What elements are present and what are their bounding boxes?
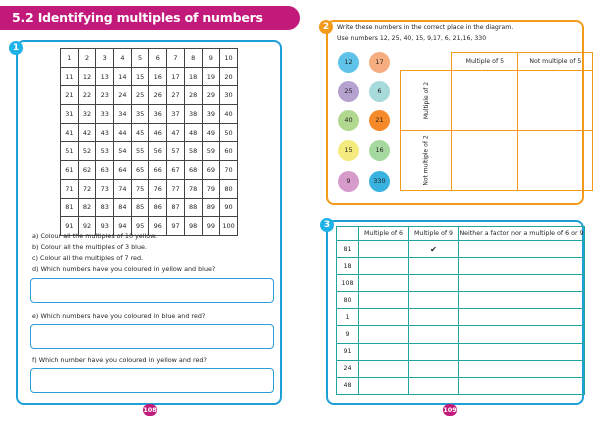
factor-table-row: [337, 309, 585, 326]
hundred-square-cell[interactable]: 31: [61, 105, 79, 124]
page-title: 5.2 Identifying multiples of numbers: [12, 10, 263, 25]
hundred-square-cell[interactable]: 30: [220, 86, 238, 105]
question-c: c) Colour all the multiples of 7 red.: [32, 254, 144, 262]
hundred-square-cell[interactable]: 74: [114, 179, 132, 198]
factor-cell-m9[interactable]: [409, 343, 459, 360]
factor-cell-m6[interactable]: [359, 377, 409, 394]
factor-cell-neither[interactable]: [459, 275, 585, 292]
factor-row-number: 80: [337, 292, 359, 309]
page-number-right: 109: [443, 406, 457, 414]
hundred-square-cell[interactable]: 67: [167, 161, 185, 180]
hundred-square-cell[interactable]: 29: [202, 86, 220, 105]
question-e: e) Which numbers have you coloured in blue and red?: [32, 312, 206, 320]
hundred-square-cell[interactable]: 3: [96, 49, 114, 68]
hundred-square-cell[interactable]: 87: [167, 198, 185, 217]
factor-table-row: [337, 241, 585, 258]
hundred-square-cell[interactable]: 77: [167, 179, 185, 198]
hundred-square-cell[interactable]: 98: [184, 217, 202, 236]
hundred-square-cell[interactable]: 39: [202, 105, 220, 124]
hundred-square-cell[interactable]: 51: [61, 142, 79, 161]
factor-cell-m9[interactable]: [409, 309, 459, 326]
factor-cell-m9[interactable]: [409, 258, 459, 275]
hundred-square-cell[interactable]: 18: [184, 67, 202, 86]
question-a: a) Colour all the multiples of 10 yellow.: [32, 232, 157, 240]
hundred-square-cell[interactable]: 38: [184, 105, 202, 124]
hundred-square-cell[interactable]: 33: [96, 105, 114, 124]
question-b: b) Colour all the multiples of 3 blue.: [32, 243, 147, 251]
factor-row-number: 91: [337, 343, 359, 360]
hundred-square-cell[interactable]: 59: [202, 142, 220, 161]
number-circle: 25: [338, 81, 359, 102]
factor-cell-m6[interactable]: [359, 360, 409, 377]
hundred-square-cell[interactable]: 65: [131, 161, 149, 180]
hundred-square-cell[interactable]: 49: [202, 123, 220, 142]
hundred-square-cell[interactable]: 79: [202, 179, 220, 198]
factor-header-m6: Multiple of 6: [359, 227, 409, 241]
factor-row-number: 1: [337, 309, 359, 326]
factor-cell-m6[interactable]: [359, 326, 409, 343]
hundred-square-cell[interactable]: 14: [114, 67, 132, 86]
hundred-square-cell[interactable]: 76: [149, 179, 167, 198]
number-circle: 330: [369, 171, 390, 192]
hundred-square-cell[interactable]: 21: [61, 86, 79, 105]
carroll-diagram: [400, 52, 593, 191]
factor-table-row: [337, 258, 585, 275]
hundred-square-cell[interactable]: 82: [78, 198, 96, 217]
hundred-square-cell[interactable]: 91: [61, 217, 79, 236]
hundred-square-cell[interactable]: 20: [220, 67, 238, 86]
hundred-square-cell[interactable]: 72: [78, 179, 96, 198]
hundred-square-cell[interactable]: 5: [131, 49, 149, 68]
hundred-square-cell[interactable]: 54: [114, 142, 132, 161]
hundred-square-cell[interactable]: 48: [184, 123, 202, 142]
hundred-square-cell[interactable]: 60: [220, 142, 238, 161]
carroll-row-multiple-2: [401, 71, 452, 131]
number-circle: 6: [369, 81, 390, 102]
hundred-square-cell[interactable]: 44: [114, 123, 132, 142]
number-circle: 12: [338, 52, 359, 73]
hundred-square-cell[interactable]: 84: [114, 198, 132, 217]
hundred-square-cell[interactable]: 94: [114, 217, 132, 236]
hundred-square-cell[interactable]: 28: [184, 86, 202, 105]
factor-cell-neither[interactable]: [459, 326, 585, 343]
number-circle: 21: [369, 110, 390, 131]
section-1-badge: 1: [9, 41, 23, 55]
page-number-left: 108: [143, 406, 157, 414]
hundred-square-cell[interactable]: 12: [78, 67, 96, 86]
hundred-square-cell[interactable]: 22: [78, 86, 96, 105]
number-circle: 9: [338, 171, 359, 192]
hundred-square-cell[interactable]: 61: [61, 161, 79, 180]
hundred-square-cell[interactable]: 70: [220, 161, 238, 180]
carroll-col-not-multiple-5: Not multiple of 5: [518, 53, 593, 71]
hundred-square-cell[interactable]: 4: [114, 49, 132, 68]
hundred-square-cell[interactable]: 36: [149, 105, 167, 124]
factor-row-number: 18: [337, 258, 359, 275]
hundred-square-cell[interactable]: 23: [96, 86, 114, 105]
hundred-square-cell[interactable]: 71: [61, 179, 79, 198]
section-2-numbers: Use numbers 12, 25, 40, 15, 9,17, 6, 21,16, 330: [337, 35, 487, 42]
hundred-square-cell[interactable]: 66: [149, 161, 167, 180]
hundred-square-cell[interactable]: 64: [114, 161, 132, 180]
hundred-square-cell[interactable]: 19: [202, 67, 220, 86]
hundred-square-cell[interactable]: 11: [61, 67, 79, 86]
hundred-square-cell[interactable]: 47: [167, 123, 185, 142]
hundred-square-cell[interactable]: 56: [149, 142, 167, 161]
factor-cell-neither[interactable]: [459, 360, 585, 377]
hundred-square-cell[interactable]: 69: [202, 161, 220, 180]
section-2-badge: 2: [319, 20, 333, 34]
hundred-square-cell[interactable]: 37: [167, 105, 185, 124]
number-circle: 17: [369, 52, 390, 73]
factor-table: [336, 226, 585, 395]
hundred-square-cell[interactable]: 15: [131, 67, 149, 86]
hundred-square-cell[interactable]: 53: [96, 142, 114, 161]
factor-table-row: [337, 360, 585, 377]
carroll-cell-not-m2-not-m5[interactable]: [518, 131, 593, 191]
factor-table-row: [337, 292, 585, 309]
number-circle: 16: [369, 140, 390, 161]
factor-cell-m9[interactable]: ✔: [409, 241, 459, 258]
hundred-square-cell[interactable]: 2: [78, 49, 96, 68]
factor-cell-m6[interactable]: [359, 309, 409, 326]
hundred-square-cell[interactable]: 16: [149, 67, 167, 86]
hundred-square-cell[interactable]: 7: [167, 49, 185, 68]
carroll-cell-m2-not-m5[interactable]: [518, 71, 593, 131]
factor-cell-m6[interactable]: [359, 275, 409, 292]
hundred-square-cell[interactable]: 97: [167, 217, 185, 236]
factor-cell-m6[interactable]: [359, 258, 409, 275]
hundred-square-cell[interactable]: 80: [220, 179, 238, 198]
hundred-square-cell[interactable]: 58: [184, 142, 202, 161]
hundred-square-cell[interactable]: 24: [114, 86, 132, 105]
hundred-square-cell[interactable]: 32: [78, 105, 96, 124]
carroll-cell-not-m2-m5[interactable]: [452, 131, 518, 191]
carroll-cell-m2-m5[interactable]: [452, 71, 518, 131]
factor-table-row: [337, 377, 585, 394]
hundred-square-cell[interactable]: 42: [78, 123, 96, 142]
factor-table-corner: [337, 227, 359, 241]
factor-cell-neither[interactable]: [459, 343, 585, 360]
section-2-instruction: Write these numbers in the correct place in the diagram.: [337, 24, 514, 31]
hundred-square-cell[interactable]: 68: [184, 161, 202, 180]
factor-cell-neither[interactable]: [459, 241, 585, 258]
factor-table-row: [337, 343, 585, 360]
hundred-square-cell[interactable]: 52: [78, 142, 96, 161]
hundred-square-cell[interactable]: 75: [131, 179, 149, 198]
hundred-square-cell[interactable]: 45: [131, 123, 149, 142]
factor-cell-m9[interactable]: [409, 377, 459, 394]
hundred-square-cell[interactable]: 10: [220, 49, 238, 68]
hundred-square-cell[interactable]: 78: [184, 179, 202, 198]
hundred-square-cell[interactable]: 86: [149, 198, 167, 217]
hundred-square-cell[interactable]: 6: [149, 49, 167, 68]
hundred-square-cell[interactable]: 85: [131, 198, 149, 217]
hundred-square-cell[interactable]: 63: [96, 161, 114, 180]
hundred-square-cell[interactable]: 17: [167, 67, 185, 86]
factor-cell-m9[interactable]: [409, 360, 459, 377]
factor-row-number: 24: [337, 360, 359, 377]
factor-row-number: 48: [337, 377, 359, 394]
carroll-row-not-multiple-2: [401, 131, 452, 191]
factor-row-number: 9: [337, 326, 359, 343]
factor-table-row: [337, 275, 585, 292]
hundred-square-cell[interactable]: 93: [96, 217, 114, 236]
hundred-square-cell[interactable]: 46: [149, 123, 167, 142]
factor-row-number: 108: [337, 275, 359, 292]
hundred-square-cell[interactable]: 34: [114, 105, 132, 124]
hundred-square-cell[interactable]: 55: [131, 142, 149, 161]
hundred-square-cell[interactable]: 89: [202, 198, 220, 217]
hundred-square-cell[interactable]: 95: [131, 217, 149, 236]
carroll-corner: [401, 53, 452, 71]
factor-cell-m6[interactable]: [359, 343, 409, 360]
hundred-square-cell[interactable]: 96: [149, 217, 167, 236]
hundred-square-cell[interactable]: 25: [131, 86, 149, 105]
factor-table-row: [337, 326, 585, 343]
factor-cell-neither[interactable]: [459, 258, 585, 275]
carroll-row-not-multiple-2-label: Not multiple of 2: [422, 135, 430, 186]
factor-header-m9: Multiple of 9: [409, 227, 459, 241]
hundred-square-cell[interactable]: 41: [61, 123, 79, 142]
hundred-square-cell[interactable]: 35: [131, 105, 149, 124]
hundred-square-cell[interactable]: 83: [96, 198, 114, 217]
factor-cell-m9[interactable]: [409, 292, 459, 309]
hundred-square-cell[interactable]: 88: [184, 198, 202, 217]
carroll-row-multiple-2-label: Multiple of 2: [422, 81, 430, 120]
factor-header-neither: Neither a factor nor a multiple of 6 or 9: [459, 227, 585, 241]
number-circle: 40: [338, 110, 359, 131]
hundred-square-cell[interactable]: 73: [96, 179, 114, 198]
hundred-square-cell[interactable]: 8: [184, 49, 202, 68]
factor-cell-neither[interactable]: [459, 292, 585, 309]
hundred-square-cell[interactable]: 62: [78, 161, 96, 180]
section-3-badge: 3: [320, 218, 334, 232]
factor-cell-m6[interactable]: [359, 292, 409, 309]
hundred-square-cell[interactable]: 92: [78, 217, 96, 236]
hundred-square-cell[interactable]: 57: [167, 142, 185, 161]
question-d: d) Which numbers have you coloured in yellow and blue?: [32, 265, 216, 273]
hundred-square-cell[interactable]: 9: [202, 49, 220, 68]
hundred-square-cell[interactable]: 26: [149, 86, 167, 105]
hundred-square-cell[interactable]: 99: [202, 217, 220, 236]
hundred-square-cell[interactable]: 1: [61, 49, 79, 68]
factor-cell-neither[interactable]: [459, 309, 585, 326]
hundred-square-cell[interactable]: 40: [220, 105, 238, 124]
carroll-col-multiple-5: Multiple of 5: [452, 53, 518, 71]
factor-cell-m9[interactable]: [409, 275, 459, 292]
factor-cell-m9[interactable]: [409, 326, 459, 343]
hundred-square-cell[interactable]: 90: [220, 198, 238, 217]
hundred-square-cell[interactable]: 27: [167, 86, 185, 105]
hundred-square-cell[interactable]: 50: [220, 123, 238, 142]
number-circle: 15: [338, 140, 359, 161]
hundred-square-cell[interactable]: 100: [220, 217, 238, 236]
factor-cell-neither[interactable]: [459, 377, 585, 394]
factor-cell-m6[interactable]: [359, 241, 409, 258]
hundred-square-cell[interactable]: 43: [96, 123, 114, 142]
question-f: f) Which number have you coloured in yellow and red?: [32, 356, 207, 364]
hundred-square-cell[interactable]: 13: [96, 67, 114, 86]
hundred-square-cell[interactable]: 81: [61, 198, 79, 217]
factor-row-number: 81: [337, 241, 359, 258]
